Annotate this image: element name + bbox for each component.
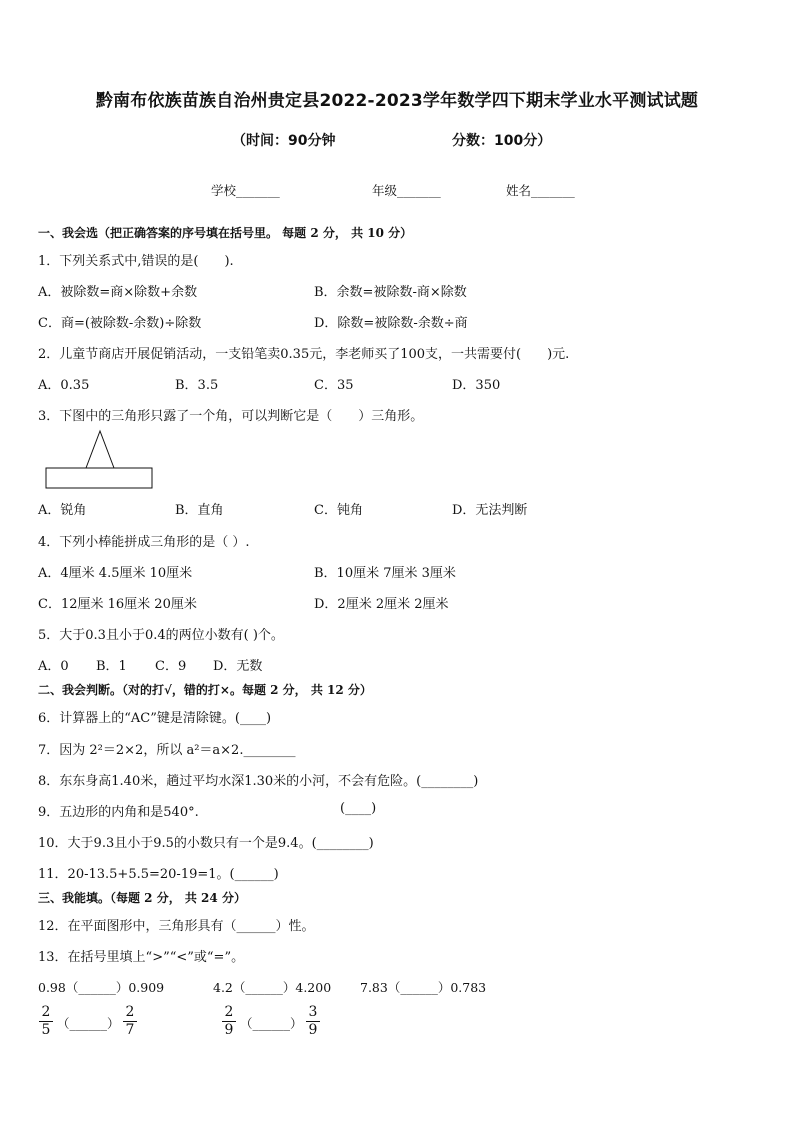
q3-option-b[interactable]: B．直角 <box>175 503 224 518</box>
q2-option-d[interactable]: D．350 <box>452 378 501 393</box>
triangle-figure <box>44 428 156 492</box>
page-title: 黔南布依族苗族自治州贵定县2022-2023学年数学四下期末学业水平测试试题 <box>95 91 699 111</box>
q5-option-b[interactable]: B．1 <box>96 659 127 674</box>
question-12[interactable]: 12．在平面图形中，三角形具有（______）性。 <box>38 919 315 934</box>
q4-option-a[interactable]: A．4厘米 4.5厘米 10厘米 <box>38 566 193 581</box>
q2-option-c[interactable]: C．35 <box>314 378 354 393</box>
q1-option-d[interactable]: D．除数=被除数-余数÷商 <box>314 316 468 331</box>
fraction-2-5 <box>39 1005 53 1038</box>
fraction-denominator: 7 <box>125 1022 135 1038</box>
question-6[interactable]: 6．计算器上的“AC”键是清除键。(____) <box>38 711 272 726</box>
fraction-denominator: 9 <box>224 1022 234 1038</box>
fraction-3-9 <box>306 1005 320 1038</box>
section-heading-judge: 二、我会判断。（对的打√，错的打×。每题 2 分， 共 12 分） <box>38 683 372 697</box>
q2-option-b[interactable]: B．3.5 <box>175 378 219 393</box>
q3-option-d[interactable]: D．无法判断 <box>452 503 528 518</box>
fraction-numerator: 2 <box>224 1004 234 1020</box>
fraction-numerator: 3 <box>308 1004 318 1020</box>
compare-3[interactable]: 7.83（______）0.783 <box>360 980 487 995</box>
q5-option-c[interactable]: C．9 <box>155 659 187 674</box>
question-2: 2．儿童节商店开展促销活动，一支铅笔卖0.35元，李老师买了100支，一共需要付( )元. <box>38 347 570 362</box>
question-9: 9．五边形的内角和是540°. <box>38 805 199 820</box>
question-13: 13．在括号里填上“>”“<”或“=”。 <box>38 950 245 965</box>
question-9-blank[interactable]: (____) <box>340 801 377 816</box>
q3-option-c[interactable]: C．钝角 <box>314 503 363 518</box>
question-5: 5．大于0.3且小于0.4的两位小数有( )个。 <box>38 628 284 643</box>
q5-option-d[interactable]: D．无数 <box>213 659 263 674</box>
q3-option-a[interactable]: A．锐角 <box>38 503 87 518</box>
fraction-denominator: 9 <box>308 1022 318 1038</box>
question-11[interactable]: 11．20-13.5+5.5=20-19=1。(______) <box>38 867 279 882</box>
school-field[interactable]: 学校_______ <box>211 183 280 198</box>
q5-option-a[interactable]: A．0 <box>38 659 69 674</box>
question-10[interactable]: 10．大于9.3且小于9.5的小数只有一个是9.4。(________) <box>38 836 374 851</box>
q4-option-d[interactable]: D．2厘米 2厘米 2厘米 <box>314 597 449 612</box>
compare-2[interactable]: 4.2（______）4.200 <box>213 980 332 995</box>
q1-option-c[interactable]: C．商=(被除数-余数)÷除数 <box>38 316 202 331</box>
q1-option-b[interactable]: B．余数=被除数-商×除数 <box>314 285 467 300</box>
q4-option-b[interactable]: B．10厘米 7厘米 3厘米 <box>314 566 456 581</box>
question-1: 1．下列关系式中,错误的是( ). <box>38 254 234 269</box>
exam-time: （时间：90分钟 <box>232 133 336 149</box>
q4-option-c[interactable]: C．12厘米 16厘米 20厘米 <box>38 597 197 612</box>
fraction-numerator: 2 <box>125 1004 135 1020</box>
compare-4-blank[interactable]: （______） <box>57 1016 120 1031</box>
section-heading-fill: 三、我能填。（每题 2 分， 共 24 分） <box>38 891 246 905</box>
compare-5-blank[interactable]: （______） <box>240 1016 303 1031</box>
q1-option-a[interactable]: A．被除数=商×除数+余数 <box>38 285 198 300</box>
fraction-denominator: 5 <box>41 1022 51 1038</box>
question-3: 3．下图中的三角形只露了一个角，可以判断它是（ ）三角形。 <box>38 409 424 424</box>
name-field[interactable]: 姓名_______ <box>506 183 575 198</box>
fraction-2-7 <box>123 1005 137 1038</box>
q2-option-a[interactable]: A．0.35 <box>38 378 90 393</box>
compare-1[interactable]: 0.98（______）0.909 <box>38 980 165 995</box>
section-heading-choice: 一、我会选（把正确答案的序号填在括号里。 每题 2 分， 共 10 分） <box>38 226 413 240</box>
question-8[interactable]: 8．东东身高1.40米，趟过平均水深1.30米的小河，不会有危险。(________) <box>38 774 479 789</box>
question-4: 4．下列小棒能拼成三角形的是（ ）. <box>38 535 250 550</box>
fraction-numerator: 2 <box>41 1004 51 1020</box>
fraction-2-9 <box>222 1005 236 1038</box>
grade-field[interactable]: 年级_______ <box>372 183 441 198</box>
exam-score: 分数：100分） <box>452 133 552 149</box>
question-7[interactable]: 7．因为 2²＝2×2，所以 a²＝a×2.________ <box>38 743 296 758</box>
